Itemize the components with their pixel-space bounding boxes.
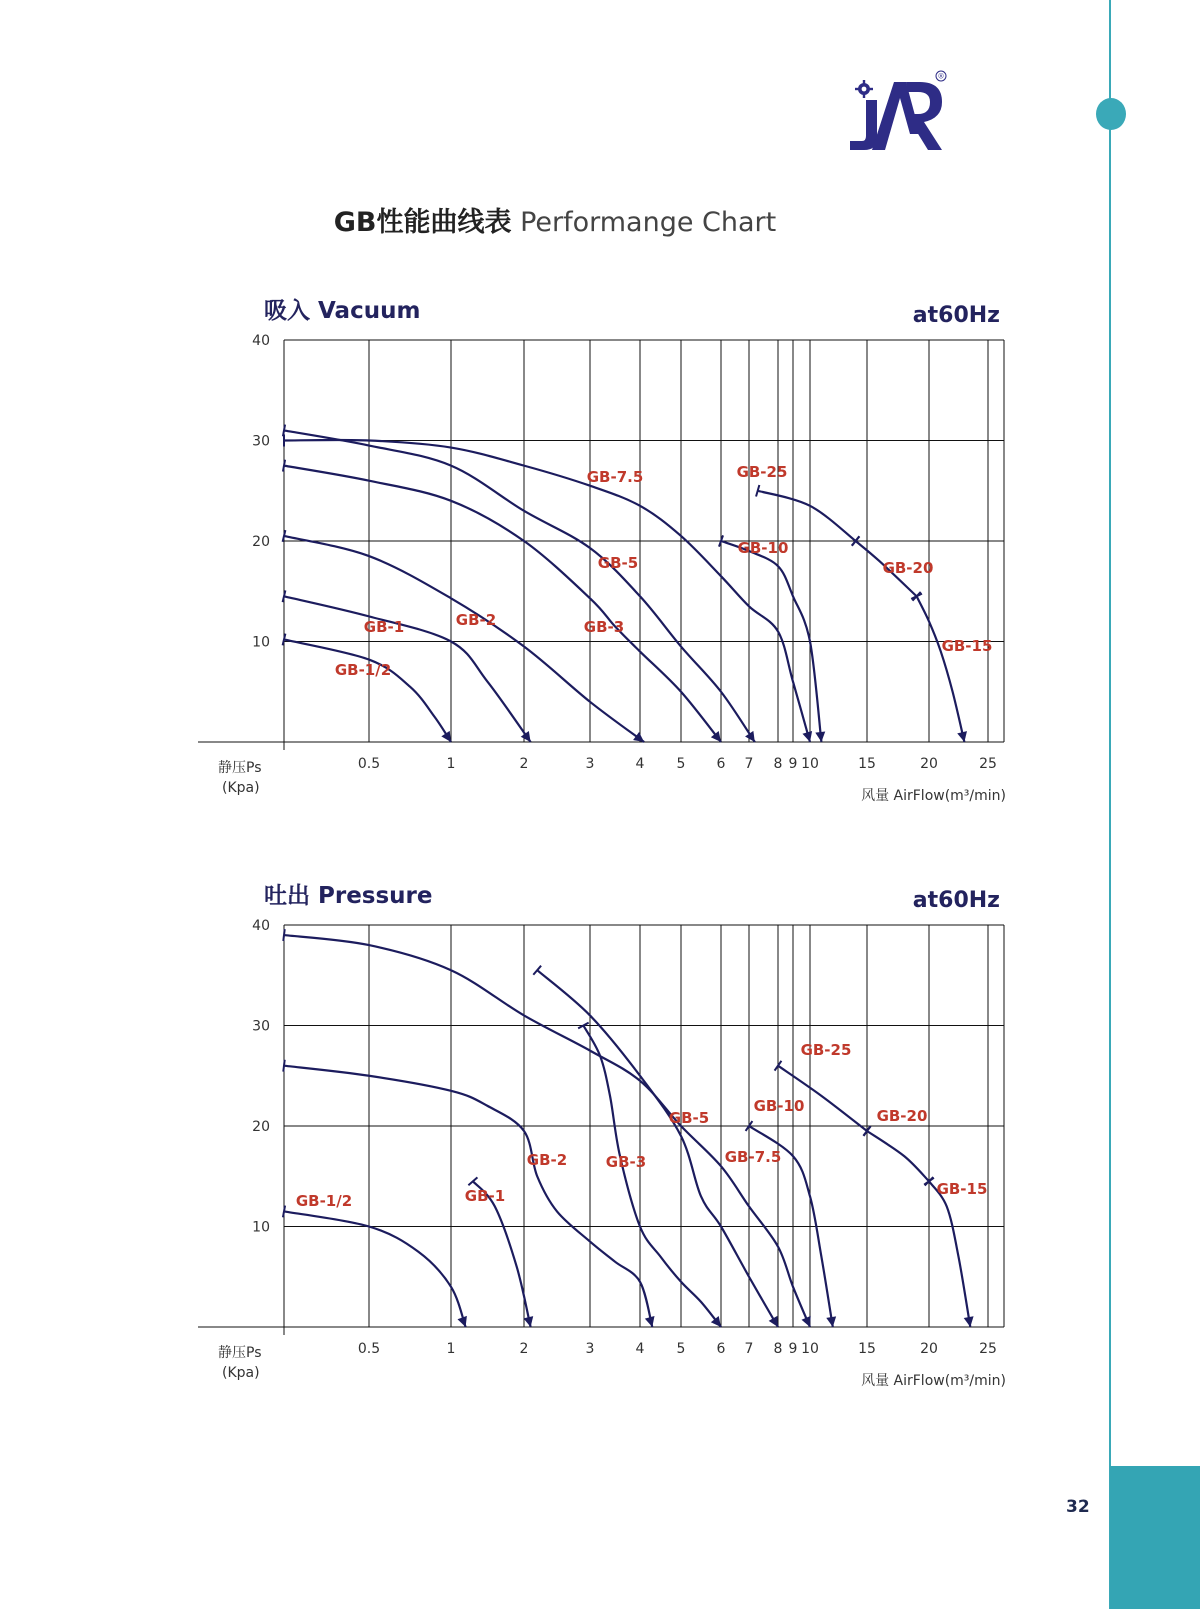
pressure-x-tick-4: 4 xyxy=(635,1341,645,1357)
vacuum-x-tick-1: 1 xyxy=(446,756,456,772)
vacuum-x-tick-0-5: 0.5 xyxy=(357,756,381,772)
vacuum-x-tick-2: 2 xyxy=(519,756,529,772)
pressure-x-tick-7: 7 xyxy=(744,1341,754,1357)
vacuum-x-tick-25: 25 xyxy=(979,756,997,772)
vacuum-curve-gb-7-5 xyxy=(284,440,810,742)
vacuum-start-mark-gb-2 xyxy=(283,530,286,542)
pressure-x-tick-15: 15 xyxy=(858,1341,876,1357)
pressure-x-tick-6: 6 xyxy=(716,1341,726,1357)
pressure-ticks xyxy=(252,918,997,1357)
side-accent-block xyxy=(1110,1466,1200,1609)
pressure-y-tick-30: 30 xyxy=(252,1018,270,1035)
pressure-chart-title: 吐出 Pressure xyxy=(264,883,433,909)
vacuum-x-tick-9: 9 xyxy=(788,756,798,772)
vacuum-arrow-gb-15 xyxy=(957,731,967,742)
pressure-x-tick-9: 9 xyxy=(788,1341,798,1357)
vacuum-chart-title: 吸入 Vacuum xyxy=(264,298,421,324)
pressure-curve-gb-1-2 xyxy=(284,1211,466,1327)
pressure-x-tick-8: 8 xyxy=(773,1341,783,1357)
pressure-curve-gb-20 xyxy=(867,1131,929,1181)
vacuum-y-axis-unit: (Kpa) xyxy=(222,780,260,796)
pressure-x-tick-5: 5 xyxy=(676,1341,686,1357)
pressure-label-gb-1: GB-1 xyxy=(464,1187,506,1205)
vacuum-curve-gb-15 xyxy=(917,596,965,742)
vacuum-arrow-gb-1 xyxy=(521,731,531,742)
pressure-label-gb-25: GB-25 xyxy=(800,1041,852,1059)
pressure-label-gb-2: GB-2 xyxy=(526,1151,568,1169)
pressure-arrow-gb-10 xyxy=(826,1316,836,1327)
page-title-light: Performange Chart xyxy=(520,207,777,238)
vacuum-x-tick-8: 8 xyxy=(773,756,783,772)
pressure-label-gb-3: GB-3 xyxy=(605,1153,647,1171)
pressure-label-gb-15: GB-15 xyxy=(936,1180,988,1198)
vacuum-label-gb-20: GB-20 xyxy=(882,559,934,577)
company-logo xyxy=(850,70,950,156)
pressure-arrow-gb-1 xyxy=(523,1316,533,1327)
vacuum-curve-gb-25 xyxy=(758,491,856,541)
pressure-label-gb-20: GB-20 xyxy=(876,1107,928,1125)
page-number: 32 xyxy=(1066,1497,1090,1517)
pressure-label-gb-10: GB-10 xyxy=(753,1097,805,1115)
vacuum-label-gb-25: GB-25 xyxy=(736,463,788,481)
pressure-x-tick-10: 10 xyxy=(801,1341,819,1357)
pressure-x-tick-2: 2 xyxy=(519,1341,529,1357)
pressure-start-mark-gb-2 xyxy=(283,1060,284,1072)
vacuum-grid xyxy=(198,340,1004,750)
vacuum-x-tick-20: 20 xyxy=(920,756,938,772)
pressure-grid xyxy=(198,925,1004,1335)
svg-text:®: ® xyxy=(937,72,945,81)
pressure-start-mark-gb-1-2 xyxy=(283,1206,285,1218)
vacuum-chart-subtitle: at60Hz xyxy=(912,303,1000,328)
page-title-bold: GB性能曲线表 xyxy=(333,207,512,238)
vacuum-y-tick-20: 20 xyxy=(252,534,270,550)
pressure-arrow-gb-3 xyxy=(711,1316,721,1327)
pressure-y-tick-40: 40 xyxy=(252,918,270,934)
pressure-curve-gb-3 xyxy=(583,1026,721,1328)
vacuum-start-mark-gb-1 xyxy=(283,590,286,602)
pressure-y-tick-10: 10 xyxy=(252,1219,270,1236)
pressure-x-axis-label: 风量 AirFlow(m³/min) xyxy=(861,1373,1006,1389)
vacuum-curve-gb-1-2 xyxy=(284,639,451,742)
vacuum-y-tick-40: 40 xyxy=(252,333,270,349)
pressure-label-gb-7-5: GB-7.5 xyxy=(724,1148,782,1166)
vacuum-y-tick-30: 30 xyxy=(252,433,270,450)
pressure-x-tick-3: 3 xyxy=(585,1341,595,1357)
vacuum-x-tick-4: 4 xyxy=(635,756,645,772)
vacuum-y-tick-10: 10 xyxy=(252,634,270,651)
pressure-y-tick-20: 20 xyxy=(252,1119,270,1135)
vacuum-x-tick-7: 7 xyxy=(744,756,754,772)
pressure-arrow-gb-2 xyxy=(645,1316,655,1327)
pressure-curve-gb-15 xyxy=(929,1181,970,1327)
pressure-x-tick-25: 25 xyxy=(979,1341,997,1357)
pressure-chart xyxy=(0,875,1110,1395)
vacuum-y-axis-label: 静压Ps xyxy=(218,760,262,776)
vacuum-label-gb-2: GB-2 xyxy=(455,611,497,629)
vacuum-start-mark-gb-1-2 xyxy=(283,634,286,646)
pressure-y-axis-unit: (Kpa) xyxy=(222,1365,260,1381)
pressure-label-gb-1-2: GB-1/2 xyxy=(295,1192,353,1210)
pressure-curves xyxy=(283,929,974,1327)
pressure-start-mark-gb-7-5 xyxy=(283,929,284,941)
pressure-chart-subtitle: at60Hz xyxy=(912,888,1000,913)
vacuum-label-gb-15: GB-15 xyxy=(941,637,993,655)
vacuum-x-tick-10: 10 xyxy=(801,756,819,772)
vacuum-x-axis-label: 风量 AirFlow(m³/min) xyxy=(861,788,1006,804)
vacuum-label-gb-1-2: GB-1/2 xyxy=(334,661,392,679)
pressure-y-axis-label: 静压Ps xyxy=(218,1345,262,1361)
vacuum-start-mark-gb-3 xyxy=(283,460,285,472)
vacuum-label-gb-3: GB-3 xyxy=(583,618,625,636)
vacuum-label-gb-1: GB-1 xyxy=(363,618,405,636)
vacuum-label-gb-5: GB-5 xyxy=(597,554,639,572)
pressure-x-tick-0-5: 0.5 xyxy=(357,1341,381,1357)
vacuum-x-tick-15: 15 xyxy=(858,756,876,772)
vacuum-chart xyxy=(0,290,1110,810)
pressure-label-gb-5: GB-5 xyxy=(668,1109,710,1127)
pressure-x-tick-1: 1 xyxy=(446,1341,456,1357)
vacuum-x-tick-3: 3 xyxy=(585,756,595,772)
vacuum-x-tick-5: 5 xyxy=(676,756,686,772)
pressure-arrow-gb-15 xyxy=(964,1316,974,1327)
vacuum-arrow-gb-3 xyxy=(711,731,721,742)
page-title xyxy=(0,200,1110,239)
vacuum-label-gb-10: GB-10 xyxy=(737,539,789,557)
vacuum-x-tick-6: 6 xyxy=(716,756,726,772)
vacuum-arrow-gb-2 xyxy=(633,732,644,742)
pressure-x-tick-20: 20 xyxy=(920,1341,938,1357)
vacuum-ticks xyxy=(252,333,997,772)
side-accent-dot xyxy=(1096,98,1126,130)
pressure-curve-gb-7-5 xyxy=(284,935,810,1327)
vacuum-label-gb-7-5: GB-7.5 xyxy=(586,468,644,486)
